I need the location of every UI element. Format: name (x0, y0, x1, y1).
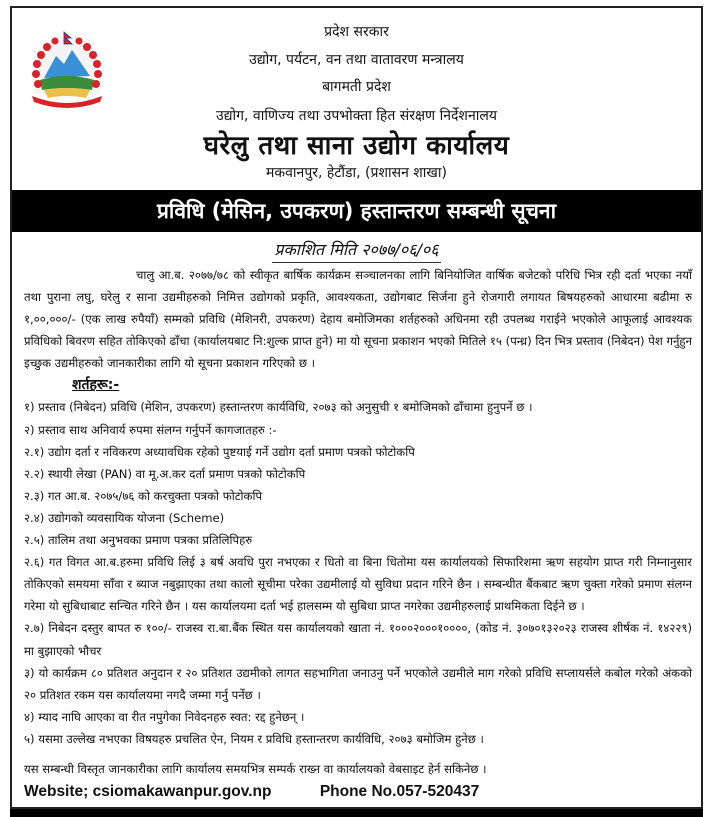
condition-item: २.४) उद्योगको व्यवसायिक योजना (Scheme) (24, 510, 225, 525)
conditions-heading: शर्तहरू:- (72, 377, 120, 394)
header-line-province: बागमती प्रदेश (322, 79, 391, 95)
condition-item: २.५) तालिम तथा अनुभवका प्रमाण पत्रका प्रतिलिपिहरु (24, 533, 253, 548)
published-date-wrapper (12, 238, 701, 263)
notice-body (24, 264, 692, 804)
contact-line (24, 780, 692, 804)
condition-item: २.७) निबेदन दस्तुर बापत रु १००/- राजस्व रा.बा.बैंक स्थित यस कार्यालयको खाता नं. १०००२०००१००००, (कोड नं. ३०७०१३२०२३ राजस्व शीर्षक नं. १४२२९) मा बुझाएको भौचर (24, 621, 692, 658)
intro-paragraph: चालु आ.ब. २०७७/७८ को स्वीकृत बार्षिक कार्यक्रम सञ्चालनका लागि बिनियोजित वार्षिक बजेटको परिधि भित्र रही दर्ता भएका नयाँ तथा पुराना लघु, घरेलु र साना उद्यमीहरुको निमित्त उद्योगको प्रकृति, आवश्यकता, उद्योगबाट सिर्जना हुने रोजगारी लगायत बिषयहरुको आधारमा बढीमा रु १,००,०००/- (एक लाख रुपैयाँ) सम्मको प्रविधि (मेशिनरी, उपकरण) देहाय बमोजिमका शर्तहरुको अधिनमा रही उपलब्ध गराईने भएकोले आफूलाई आवश्यक प्रविधिको बिवरण सहित तोकिएको ढाँचा (कार्यालयबाट नि:शुल्क प्राप्त हुने) मा यो सूचना प्रकाशन भएको मितिले १५ (पन्ध्र) दिन भित्र प्रस्ताव (निबेदन) पेश गर्नुहुन इच्छुक उद्यमीहरुको जानकारीका लागि यो सूचना प्रकाशन गरिएको छ । (24, 268, 692, 371)
condition-item: २.६) गत विगत आ.ब.हरुमा प्रविधि लिई ३ बर्ष अवधि पुरा नभएका र धितो वा बिना धितोमा यस कार्यालयको सिफारिशमा ऋण सहयोग प्राप्त गरी निम्नानुसार तोकिएको समयमा साँवा र ब्याज नबुझाएका तथा कालो सूचीमा परेका उद्यमीलाई यो सुविधा प्रदान गरिने छैन । सम्बन्धीत बैंकबाट ऋण चुक्ता गरेको प्रमाण संलग्न गरेमा यो सुबिधाबाट सन्चित गरिने छैन । यस कार्यालयमा दर्ता भई हालसम्म यो सुबिधा प्राप्त नगरेका उद्यमीहरुलाई प्राथमिकता दिईने छ । (24, 555, 692, 614)
header-line-government: प्रदेश सरकार (324, 24, 389, 40)
condition-item: १) प्रस्ताव (निबेदन) प्रविधि (मेशिन, उपकरण) हस्तान्तरण कार्यविधि, २०७३ को अनुसुची १ बमोजिमको ढाँचामा हुनुपर्ने छ । (24, 400, 533, 415)
office-name: घरेलु तथा साना उद्योग कार्यालय (203, 131, 510, 161)
phone-number: Phone No.057-520437 (319, 783, 480, 801)
condition-item: २.३) गत आ.ब. २०७५/७६ को करचुक्ता पत्रको फोटोकपि (24, 488, 263, 503)
notice-title-banner: प्रविधि (मेसिन, उपकरण) हस्तान्तरण सम्बन्धी सूचना (12, 190, 701, 232)
bottom-border-bar (10, 809, 703, 817)
header-line-ministry: उद्योग, पर्यटन, वन तथा वातावरण मन्त्रालय (249, 52, 464, 68)
condition-item: ५) यसमा उल्लेख नभएका विषयहरु प्रचलित ऐन, नियम र प्रविधि हस्तान्तरण कार्यविधि, २०७३ बमोजिम हुनेछ । (24, 731, 484, 746)
header-line-directorate: उद्योग, वाणिज्य तथा उपभोक्ता हित संरक्षण निर्देशनालय (216, 108, 497, 124)
condition-item: २.२) स्थायी लेखा (PAN) वा मू.अ.कर दर्ता प्रमाण पत्रको फोटोकपि (24, 466, 306, 481)
letterhead (12, 8, 701, 190)
published-date: प्रकाशित मिति २०७७/०६/०६ (272, 238, 440, 263)
condition-item: ३) यो कार्यक्रम ८० प्रतिशत अनुदान र २० प्रतिशत उद्यमीको लागत सहभागिता जनाउनु पर्ने भएकोले उद्यमीले माग गरेको प्रविधि सप्लायर्सले कबोल गरेको अंकको २० प्रतिशत रकम यस कार्यालयमा नगदै जम्मा गर्नु पर्नेछ । (24, 665, 692, 702)
website-link[interactable]: Website; csiomakawanpur.gov.np (24, 783, 272, 801)
condition-item: २) प्रस्ताव साथ अनिवार्य रुपमा संलग्न गर्नुपर्ने कागजातहरु :- (24, 422, 277, 437)
condition-item: ४) म्याद नाघि आएका वा रीत नपुगेका निवेदनहरु स्वत: रद्द हुनेछन् । (24, 709, 305, 724)
notice-frame (10, 6, 703, 809)
condition-item: २.१) उद्योग दर्ता र नविकरण अध्यावधिक रहेको पुष्टयाई गर्ने उद्योग दर्ता प्रमाण पत्रको फोटोकपि (24, 444, 415, 459)
office-location: मकवानपुर, हेटौंडा, (प्रशासन शाखा) (266, 165, 447, 181)
closing-note: यस सम्बन्धी विस्तृत जानकारीका लागि कार्यालय समयभित्र सम्पर्क राख्न वा कार्यालयको वेबसाइट हेर्न सकिनेछ । (24, 761, 487, 776)
